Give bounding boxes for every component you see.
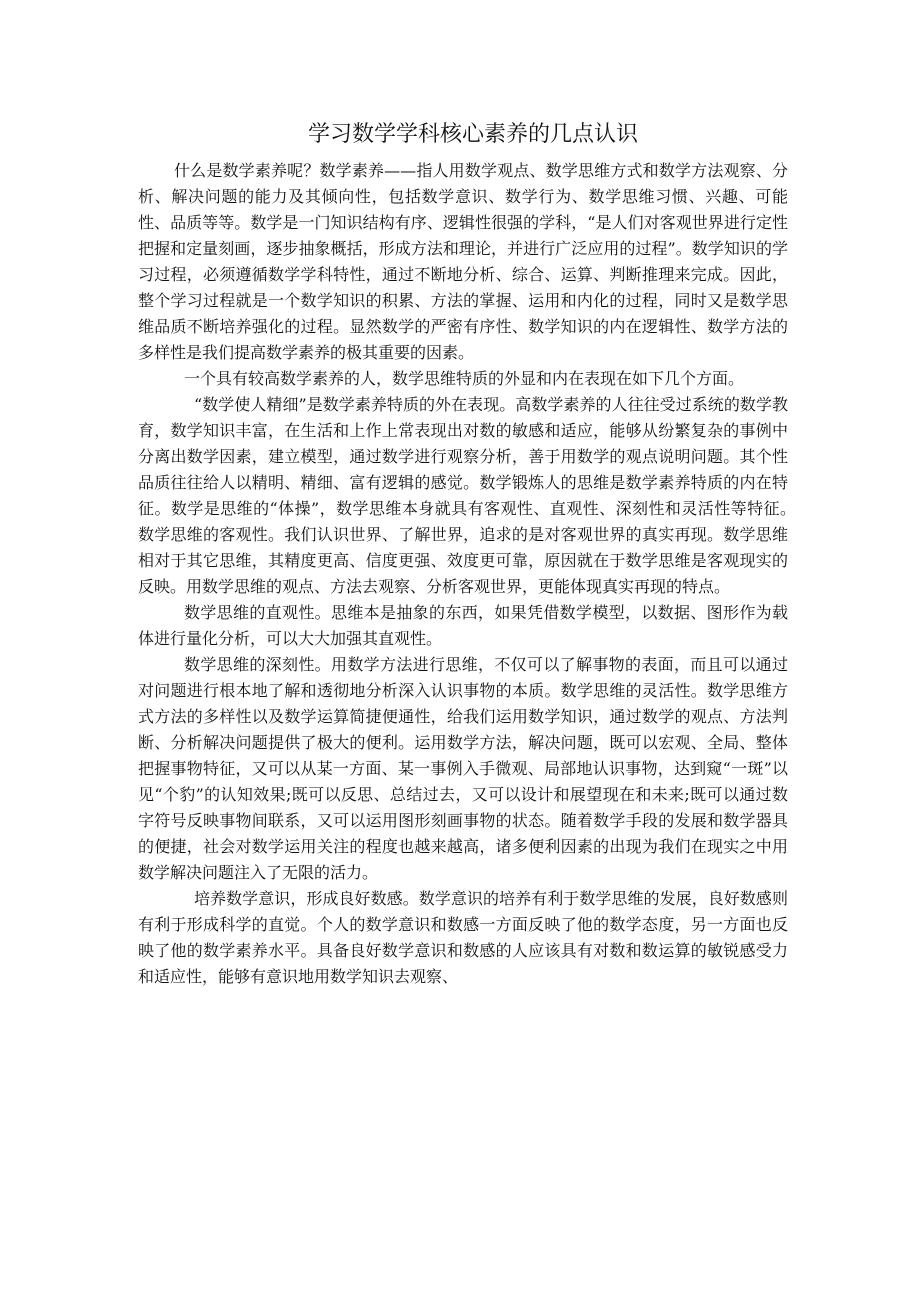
paragraph: 培养数学意识，形成良好数感。数学意识的培养有利于数学思维的发展，良好数感则有利于形成科学的直觉。个人的数学意识和数感一方面反映了他的数学态度，另一方面也反映了他的数学素养水平。具备良好数学意识和数感的人应该具有对数和数运算的敏锐感受力和适应性，能够有意识地用数学知识去观察、 <box>138 889 788 986</box>
paragraph: 数学思维的直观性。思维本是抽象的东西，如果凭借数学模型，以数据、图形作为载体进行量化分析，可以大大加强其直观性。 <box>138 603 788 648</box>
document-page <box>138 112 821 990</box>
document-title: 学习数学学科核心素养的几点认识 <box>307 122 638 147</box>
paragraph: 什么是数学素养呢？数学素养——指人用数学观点、数学思维方式和数学方法观察、分析、解决问题的能力及其倾向性，包括数学意识、数学行为、数学思维习惯、兴趣、可能性、品质等等。数学是一门知识结构有序、逻辑性很强的学科，“是人们对客观世界进行定性把握和定量刻画，逐步抽象概括，形成方法和理论，并进行广泛应用的过程”。数学知识的学习过程，必须遵循数学学科特性，通过不断地分析、综合、运算、判断推理来完成。因此，整个学习过程就是一个数学知识的积累、方法的掌握、运用和内化的过程，同时又是数学思维品质不断培养强化的过程。显然数学的严密有序性、数学知识的内在逻辑性、数学方法的多样性是我们提高数学素养的极其重要的因素。 <box>138 161 788 362</box>
paragraph: 一个具有较高数学素养的人，数学思维特质的外显和内在表现在如下几个方面。 <box>184 369 745 388</box>
paragraph: 数学思维的深刻性。用数学方法进行思维，不仅可以了解事物的表面，而且可以通过对问题进行根本地了解和透彻地分析深入认识事物的本质。数学思维的灵活性。数学思维方式方法的多样性以及数学运算简捷便通性，给我们运用数学知识，通过数学的观点、方法判断、分析解决问题提供了极大的便利。运用数学方法，解决问题，既可以宏观、全局、整体把握事物特征，又可以从某一方面、某一事例入手微观、局部地认识事物，达到窥“一斑”以见“个豹”的认知效果;既可以反思、总结过去，又可以设计和展望现在和未来;既可以通过数字符号反映事物间联系，又可以运用图形刻画事物的状态。随着数学手段的发展和数学器具的便捷，社会对数学运用关注的程度也越来越高，诸多便利因素的出现为我们在现实之中用数学解决问题注入了无限的活力。 <box>138 655 788 882</box>
paragraph: “数学使人精细”是数学素养特质的外在表现。高数学素养的人往往受过系统的数学教育，数学知识丰富，在生活和上作上常表现出对数的敏感和适应，能够从纷繁复杂的事例中分离出数学因素，建立模型，通过数学进行观察分析，善于用数学的观点说明问题。其个性品质往往给人以精明、精细、富有逻辑的感觉。数学锻炼人的思维是数学素养特质的内在特征。数学是思维的“体操”，数学思维本身就具有客观性、直观性、深刻性和灵活性等特征。 数学思维的客观性。我们认识世界、了解世界，追求的是对客观世界的真实再现。数学思维相对于其它思维，其精度更高、信度更强、效度更可靠，原因就在于数学思维是客观现实的反映。用数学思维的观点、方法去观察、分析客观世界，更能体现真实再现的特点。 <box>138 395 821 596</box>
document-body <box>138 158 821 990</box>
